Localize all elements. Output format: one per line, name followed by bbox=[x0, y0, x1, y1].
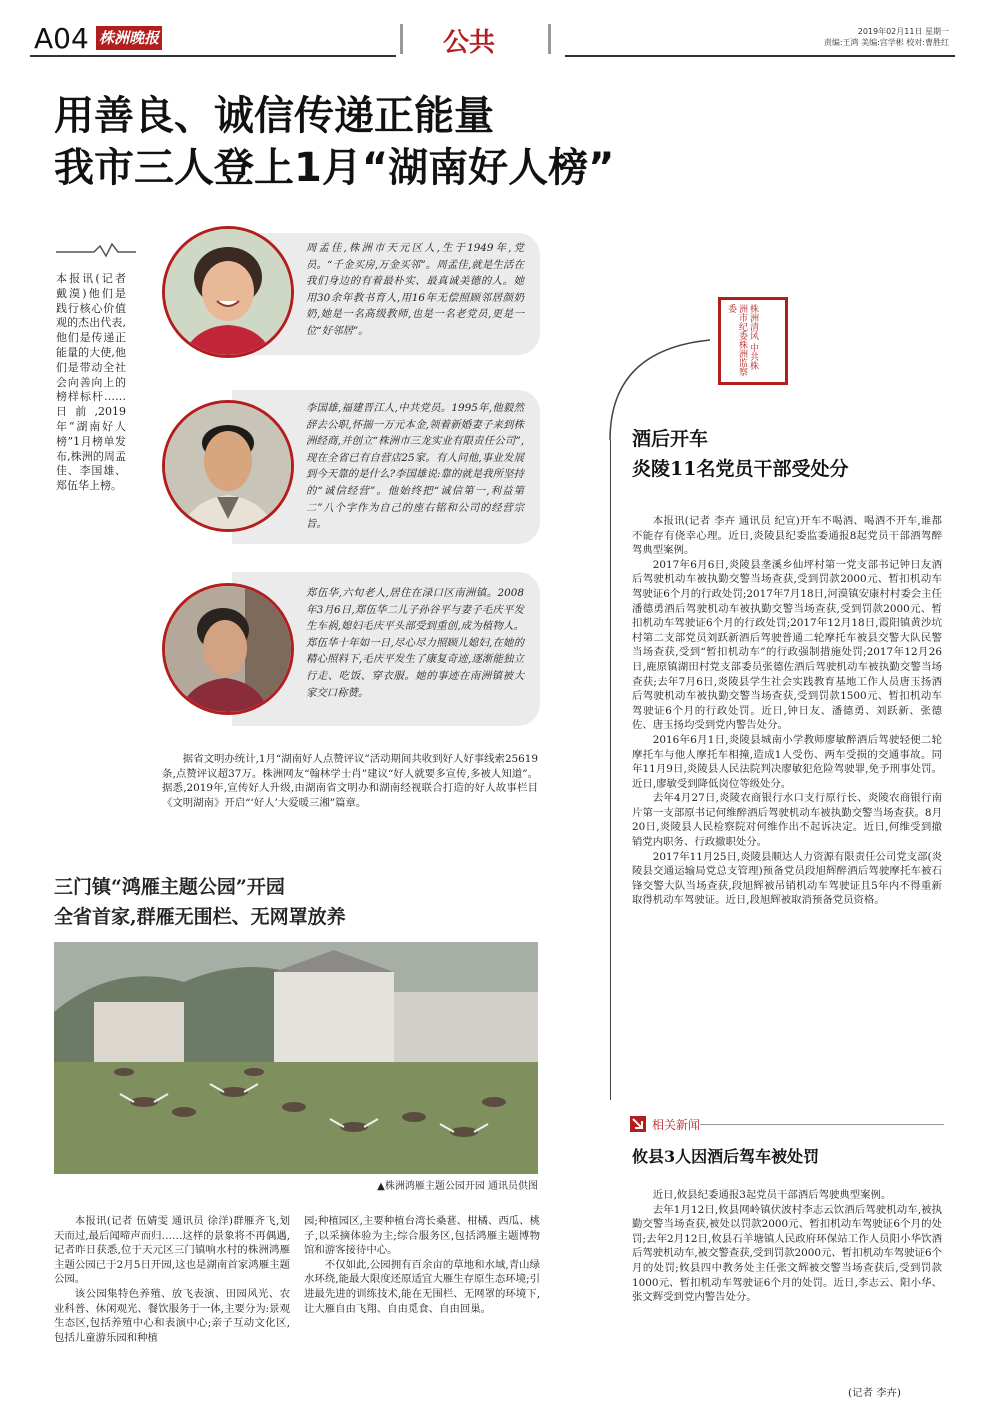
main-headline bbox=[54, 90, 614, 194]
right-paragraph: 2017年11月25日,炎陵县顺达人力资源有限责任公司党支部(炎陵县交通运输局党总支管理)预备党员段旭辉醉酒后驾驶摩托车被石锋交警大队当场查获,段旭辉被吊销机动车驾驶证且5年内不得重新取得机动车驾驶证。近日,段旭辉被取消预备党员资格。 bbox=[632, 850, 942, 907]
right-headline bbox=[632, 424, 848, 484]
park-paragraph: 不仅如此,公园拥有百余亩的草地和水域,青山绿水环绕,能最大限度还原适宜大雁生存原生态环境;引进最先进的训练技术,能在无围栏、无网罩的环境下,让大雁自由飞翔、自由觅食、自由回巢。 bbox=[304, 1258, 540, 1315]
intro-text: 本报讯(记者 戴漠)他们是践行核心价值观的杰出代表,他们是传递正能量的大使,他们是带动全社会向善向上的榜样标杆……日前,2019年“湖南好人榜”1月榜单发布,株洲的周孟佳、李国雄、郑伍华上榜。 bbox=[56, 272, 126, 493]
park-paragraph: 本报讯(记者 伍婧雯 通讯员 徐洋)群雁齐飞,划天而过,最后闻啼声而归……这样的景象将不再偶遇,记者昨日获悉,位于天元区三门镇响水村的株洲鸿雁主题公园已于2月5日开园,这也是湖南首家鸿雁主题公园。 bbox=[54, 1215, 290, 1286]
header-date-editors bbox=[824, 26, 949, 48]
park-headline-line2: 全省首家,群雁无围栏、无网罩放养 bbox=[54, 906, 346, 928]
headline-line1: 用善良、诚信传递正能量 bbox=[54, 93, 494, 139]
right-paragraph: 去年4月27日,炎陵农商银行水口支行原行长、炎陵农商银行南片第一支部原书记何维醉酒后驾驶机动车被执勤交警当场查获。8月20日,炎陵县人民检察院对何维作出不起诉决定。近日,何维受到撤销党内职务、行政撤职处分。 bbox=[632, 792, 942, 849]
right-headline-line1: 酒后开车 bbox=[632, 428, 709, 450]
reporter-credit: (记者 李卉) bbox=[848, 1387, 901, 1399]
profile-text-2: 李国雄,福建晋江人,中共党员。1995年,他毅然辞去公职,怀揣一万元本金,领着新婚妻子来到株洲经商,并创立“株洲市三龙实业有限责任公司”,现在全省已有自营店25家。有人问他,事业发展到今天靠的是什么?李国雄说:靠的就是我所坚持的“诚信经营”。他始终把“诚信第一,利益第二”八个字作为自己的座右铭和公司的经营宗旨。 bbox=[306, 402, 524, 531]
right-paragraph: 本报讯(记者 李卉 通讯员 纪宣)开车不喝酒、喝酒不开车,谁都不能存有侥幸心理。近日,炎陵县纪委监委通报8起党员干部酒驾醉驾典型案例。 bbox=[632, 515, 942, 557]
profile-text-1: 周孟佳,株洲市天元区人,生于1949年,党员。“千金买房,万金买邻”。周孟佳,就是生活在我们身边的有着最朴实、最真诚美德的人。她用30余年教书育人,用16年无偿照顾邻居颜奶奶,她是一名高级教师,也是一名老党员,更是一位“好邻居”。 bbox=[306, 242, 524, 337]
header-divider bbox=[548, 24, 551, 54]
goose-park-image bbox=[54, 942, 538, 1174]
section-title: 公共 bbox=[443, 28, 496, 58]
right-article-body bbox=[632, 514, 942, 908]
park-column-1 bbox=[54, 1214, 290, 1345]
park-headline bbox=[54, 872, 346, 932]
portrait-li-guoxiong bbox=[162, 400, 294, 532]
sub-headline: 攸县3人因酒后驾车被处罚 bbox=[632, 1147, 820, 1166]
right-headline-line2: 炎陵11名党员干部受处分 bbox=[632, 458, 849, 480]
editors: 责编:王鸿 美编:宫学彬 校对:曹胜红 bbox=[823, 38, 949, 47]
right-paragraph: 2017年6月6日,炎陵县垄溪乡仙坪村第一党支部书记钟日友酒后驾驶机动车被执勤交警当场查获,受到罚款2000元、暂扣机动车驾驶证6个月的行政处罚;2017年7月18日,河漠镇安康村村委会主任潘德勇酒后驾驶机动车被执勤交警当场查获,受到罚款2000元、暂扣机动车驾驶证6个月的行政处罚;2017年12月18日,霞阳镇黄沙坑村第二支部党员刘跃新酒后驾驶普通二轮摩托车被县交警大队民警当场查获,受到“暂扣机动车”的行政强制措施处罚;2017年12月26日,鹿原镇湖田村党支部委员张德佐酒后驾驶机动车被执勤交警当场查获;去年7月6日,炎陵县学生社会实践教育基地工作人员唐玉扬酒后驾驶机动车被执勤交警当场查获,受到罚款1500元、暂扣机动车驾驶证6个月的行政处罚。近日,钟日友、潘德勇、刘跃新、张德佐、唐玉扬均受到党内警告处分。 bbox=[632, 558, 942, 732]
zigzag-decoration bbox=[56, 238, 136, 258]
column-rule bbox=[610, 440, 611, 1100]
photo-caption: ▲株洲鸿雁主题公园开园 通讯员供图 bbox=[377, 1181, 538, 1192]
related-news-label: 相关新闻 bbox=[652, 1118, 701, 1132]
seal-text: 株洲清风 中共株洲市纪委株洲监察委 bbox=[726, 304, 758, 376]
header-rule bbox=[30, 55, 396, 57]
issue-date: 2019年02月11日 星期一 bbox=[857, 27, 949, 36]
header-divider bbox=[400, 24, 403, 54]
right-paragraph: 2016年6月1日,炎陵县城南小学教师廖敏醉酒后驾驶轻便二轮摩托车与他人摩托车相撞,造成1人受伤、两车受损的交通事故。同年11月9日,炎陵县人民法院判决廖敏犯危险驾驶罪,免予刑事处罚。近日,廖敏受到降低岗位等级处分。 bbox=[632, 733, 942, 790]
related-rule bbox=[700, 1124, 944, 1125]
portrait-2-image bbox=[165, 403, 291, 529]
portrait-zheng-wuhua bbox=[162, 583, 294, 715]
profile-text-3: 郑伍华,六旬老人,居住在渌口区南洲镇。2008年3月6日,郑伍华二儿子孙谷平与妻子毛庆平发生车祸,媳妇毛庆平头部受到重创,成为植物人。郑伍华十年如一日,尽心尽力照顾儿媳妇,在她的精心照料下,毛庆平发生了康复奇迹,逐渐能独立行走、吃饭、穿衣服。她的事迹在南洲镇被大家交口称赞。 bbox=[306, 587, 524, 699]
park-paragraph: 园;种植园区,主要种植台湾长桑葚、柑橘、西瓜、桃子,以采摘体验为主;综合服务区,包括鸿雁主题博物馆和游客接待中心。 bbox=[304, 1215, 540, 1257]
park-paragraph: 该公园集特色养殖、放飞表演、田园风光、农业科普、休闲观光、餐饮服务于一体,主要分为:景观生态区,包括养殖中心和表演中心;亲子互动文化区,包括儿童游乐园和种植 bbox=[54, 1287, 290, 1344]
sub-paragraph: 近日,攸县纪委通报3起党员干部酒后驾驶典型案例。 bbox=[652, 1189, 892, 1201]
stats-text: 据省文明办统计,1月“湖南好人点赞评议”活动期间共收到好人好事线索25619条,点赞评议超37万。株洲网友“翰林学士肖”建议“好人就要多宣传,多被人知道”。据悉,2019年,宣传好人升级,由湖南省文明办和湖南经视联合打造的好人故事栏目《文明湖南》开启“‘好人’大爱暖三湘”篇章。 bbox=[162, 753, 538, 809]
sub-paragraph: 去年1月12日,攸县网岭镇伏波村李志云饮酒后驾驶机动车,被执勤交警当场查获,被处以罚款2000元、暂扣机动车驾驶证6个月的处罚;去年2月12日,攸县石羊塘镇人民政府环保站工作人员阳小华饮酒后驾驶机动车,被交警查获,受到罚款2000元、暂扣机动车驾驶证6个月的处罚;攸县四中教务处主任张文辉被交警当场查获后,受到罚款1000元、暂扣机动车驾驶证6个月的处罚。近日,李志云、阳小华、张文辉受到党内警告处分。 bbox=[632, 1203, 942, 1304]
portrait-zhou-mengjia bbox=[162, 226, 294, 358]
column-seal bbox=[718, 297, 788, 385]
stats-paragraph bbox=[162, 752, 538, 810]
park-headline-line1: 三门镇“鸿雁主题公园”开园 bbox=[54, 876, 285, 898]
page-number: A04 bbox=[34, 22, 89, 55]
park-photo bbox=[54, 942, 538, 1174]
portrait-3-image bbox=[165, 586, 291, 712]
park-column-2 bbox=[304, 1214, 540, 1316]
header-rule bbox=[565, 55, 955, 57]
portrait-1-image bbox=[165, 229, 291, 355]
sub-article-body bbox=[632, 1188, 942, 1305]
arrow-icon bbox=[630, 1116, 646, 1132]
headline-line2: 我市三人登上1月“湖南好人榜” bbox=[54, 145, 615, 191]
related-news-icon bbox=[630, 1116, 646, 1132]
masthead-logo: 株洲晚报 bbox=[96, 26, 162, 50]
